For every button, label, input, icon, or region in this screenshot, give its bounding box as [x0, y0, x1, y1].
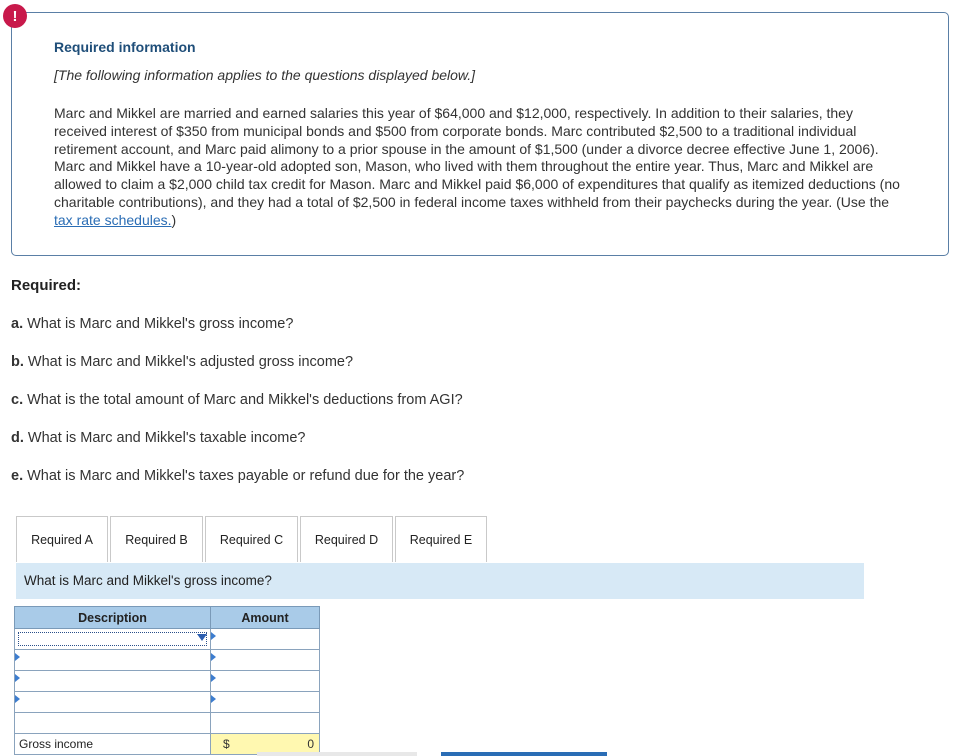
required-information-box [11, 12, 949, 256]
question-bar: What is Marc and Mikkel's gross income? [16, 563, 864, 599]
question-a: a. What is Marc and Mikkel's gross income? [11, 316, 294, 332]
amount-header: Amount [211, 607, 320, 629]
cell-marker-icon [15, 695, 20, 703]
cell-marker-icon [15, 674, 20, 682]
tab-required-e[interactable]: Required E [395, 516, 487, 562]
tab-required-a[interactable]: Required A [16, 516, 108, 562]
description-select-3[interactable] [15, 671, 211, 692]
gross-income-value: 0 [307, 737, 314, 751]
description-header: Description [15, 607, 211, 629]
question-e: e. What is Marc and Mikkel's taxes payable or refund due for the year? [11, 468, 465, 484]
info-subtitle: [The following information applies to the questions displayed below.] [54, 67, 476, 83]
question-d: d. What is Marc and Mikkel's taxable income? [11, 430, 306, 446]
description-select-1[interactable] [15, 629, 211, 650]
alert-icon: ! [3, 4, 27, 28]
prev-button-edge[interactable] [257, 752, 417, 756]
info-body-text: Marc and Mikkel are married and earned salaries this year of $64,000 and $12,000, respectively. In addition to their salaries, they received interest of $350 from municipal bonds and $500 from corporate bonds. Marc contributed $2,500 to a traditional individual retirement account, and Marc paid alimony to a prior spouse in the amount of $1,500 (under a divorce decree effective June 1, 2006). Marc and Mikkel have a 10-year-old adopted son, Mason, who lived with them throughout the entire year. Thus, Marc and Mikkel are allowed to claim a $2,000 child tax credit for Mason. Marc and Mikkel paid $6,000 of expenditures that qualify as itemized deductions (no charitable contributions), and they had a total of $2,500 in federal income taxes withheld from their paychecks during the year. (Use the [54, 105, 900, 210]
cell-marker-icon [211, 674, 216, 682]
tax-rate-schedules-link[interactable]: tax rate schedules. [54, 211, 172, 228]
cell-marker-icon [15, 653, 20, 661]
tab-required-d[interactable]: Required D [300, 516, 393, 562]
amount-input-1[interactable] [211, 629, 320, 650]
gross-income-label: Gross income [15, 734, 211, 755]
cell-marker-icon [211, 695, 216, 703]
select-focus-outline [18, 632, 207, 646]
dropdown-arrow-icon [197, 634, 207, 641]
cell-marker-icon [211, 632, 216, 640]
description-select-4[interactable] [15, 692, 211, 713]
amount-input-4[interactable] [211, 692, 320, 713]
info-body [54, 105, 906, 230]
currency-symbol: $ [223, 737, 230, 751]
cell-marker-icon [211, 653, 216, 661]
question-b: b. What is Marc and Mikkel's adjusted gross income? [11, 354, 354, 370]
answer-table [14, 606, 320, 755]
amount-input-2[interactable] [211, 650, 320, 671]
next-button-edge[interactable] [441, 752, 607, 756]
info-body-end: ) [171, 211, 177, 228]
question-c: c. What is the total amount of Marc and Mikkel's deductions from AGI? [11, 392, 463, 408]
required-heading: Required: [11, 277, 82, 294]
tab-required-c[interactable]: Required C [205, 516, 298, 562]
amount-input-3[interactable] [211, 671, 320, 692]
required-tabs [16, 516, 489, 563]
info-title: Required information [54, 39, 196, 55]
description-select-2[interactable] [15, 650, 211, 671]
tab-required-b[interactable]: Required B [110, 516, 203, 562]
